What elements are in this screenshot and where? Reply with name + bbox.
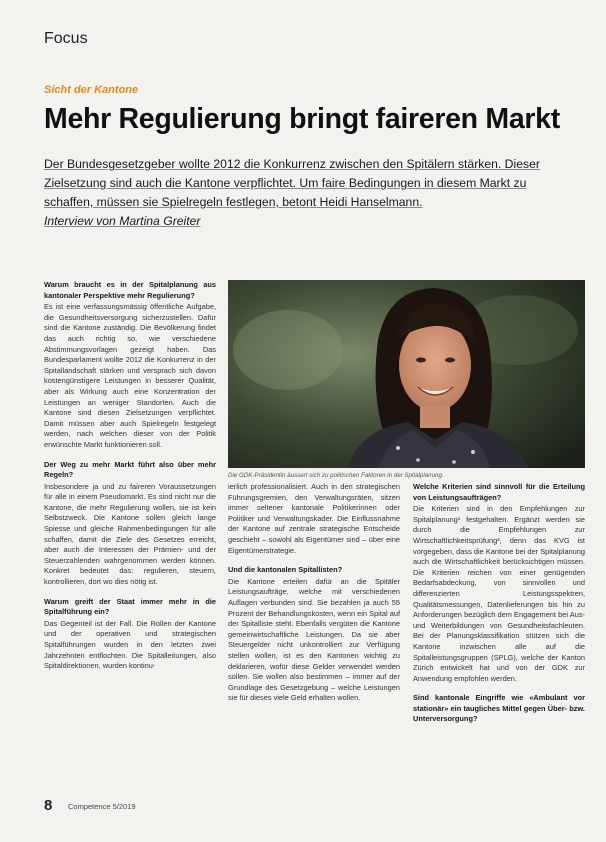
magazine-issue: Competence 5/2019 xyxy=(68,802,136,811)
answer-3-continued: ierlich professionalisiert. Auch in den strategischen Führungsgremien, den Verwaltungsräten, sitzen immer seltener kantonale Politikerinnen oder Politiker und Verwaltungskader. Die Einflussnahme der Kantone auf zentrale strategische Entscheide geschieht – sowohl als Eigentümer sind – über eine Eigentümerstrategie. xyxy=(228,482,400,555)
photo-caption: Die GDK-Präsidentin äussert sich zu politischen Faktoren in der Spitalplanung. xyxy=(228,472,444,479)
answer-5: Die Kriterien sind in den Empfehlungen zur Spitalplanung¹ festgehalten. Ergänzt werden sie durch die Empfehlungen zur Wirtschaftlichkeitsprüfung², denn das KVG ist vorgegeben, dass die Kantone bei der Spitalplanung auch die Wirtschaftlichkeit berücksichtigen müssen. Die Kriterien reichen von einer genügenden Bedarfsabdeckung, von sinnvollen und differenzierten Leistungsspektren, Qualitätsmessungen, Datenlieferungen bis hin zu Anforderungen bezüglich dem Engagement bei Aus- und Weiterbildungen von Gesundheitsfachleuten. Bei der Planungsklassifikation stützen sich die Kantone inzwischen alle auf die Spitalleistungsgruppen (SPLG), welche der Kanton Zürich entwickelt hat und von der GDK zur Anwendung empfohlen werden. xyxy=(413,504,585,683)
answer-4: Die Kantone erteilen dafür an die Spitäler Leistungsaufträge, welche mit verschiedenen Auflagen verbunden sind. Sie bezahlen ja auch 55 Prozent der Behandlungskosten, wenn ein Spital auf der Spitalliste steht. Ebenfalls vergüten die Kantone gemeinwirtschaftliche Leistungen. Da sie aber Steuergelder nicht unkontrolliert zur Verfügung stellen wollen, ist es den Kantonen wichtig zu deklarieren, wofür diese Gelder verwendet werden sollen. Sie wollen also bestimmen – immer auf der Grundlage des Gesetzgebung – welche Leistungen sie für dieses viele Geld erhalten wollen. xyxy=(228,576,400,703)
question-5: Welche Kriterien sind sinnvoll für die Erteilung von Leistungsaufträgen? xyxy=(413,482,585,502)
question-4: Und die kantonalen Spitallisten? xyxy=(228,565,343,575)
column-3 xyxy=(413,482,585,726)
question-6: Sind kantonale Eingriffe wie «Ambulant vor stationär» ein taugliches Mittel gegen Über- bzw. Unterversorgung? xyxy=(413,693,585,724)
headline: Mehr Regulierung bringt faireren Markt xyxy=(44,103,560,135)
kicker: Sicht der Kantone xyxy=(44,84,139,96)
page-number: 8 xyxy=(44,797,53,814)
portrait-illustration xyxy=(228,280,585,468)
byline: Interview von Martina Greiter xyxy=(44,214,201,228)
question-2: Der Weg zu mehr Markt führt also über mehr Regeln? xyxy=(44,459,216,480)
answer-3: Das Gegenteil ist der Fall. Die Rollen der Kantone und der operativen und strategischen Spitalführungen wurden in den letzten zwei Jahrzehnten entflochten. Die Spitalleitungen, also Spitaldirektionen, wurden kontinu- xyxy=(44,618,216,671)
answer-2: Insbesondere ja und zu faireren Voraussetzungen für alle in einem Pseudomarkt. Es sind nicht nur die Kantone, die mehr Regulierung wollen, sie ist kein Selbstzweck. Die Kantone sollen gleich lange Spiesse und gleiche Rahmenbedingungen für alle schaffen, damit die Ziele des Gesetzes erreicht, aber auch die Interessen der Prämien- und der Steuerzahlenden wahrgenommen werden können. Konkret bedeutet das: regulieren, steuern, kontrollieren, dort wo dies nötig ist. xyxy=(44,481,216,587)
question-1: Warum braucht es in der Spitalplanung aus kantonaler Perspektive mehr Regulierung? xyxy=(44,280,216,300)
question-3: Warum greift der Staat immer mehr in die Spitalführung ein? xyxy=(44,596,216,617)
lead-paragraph xyxy=(44,155,574,231)
answer-1: Es ist eine verfassungsmässig öffentliche Aufgabe, die Gesundheitsversorgung sicherzustellen. Dafür sind die Kantone zuständig. Die Bevölkerung findet das auch richtig so, wie verschiedene Abstimmungsvorlagen gezeigt haben. Das Bundesparlament wollte 2012 die Konkurrenz in der Spitallandschaft stärken und versprach sich davon kostengünstigere Leistungen in besserer Qualität, aber als Wirkung auch eine Konzentration der Leistungen an weniger Standorten. Auch die Kantone sind diesen Zielsetzungen verpflichtet. Damit müssen aber auch Spielregeln festgelegt werden, nach welchen dieser von der Politik erwünschte Markt funktionieren soll. xyxy=(44,302,216,449)
section-label: Focus xyxy=(44,30,88,47)
lead-text: Der Bundesgesetzgeber wollte 2012 die Konkurrenz zwischen den Spitälern stärken. Dieser Zielsetzung sind auch die Kantone verpflichtet. Um faire Bedingungen in diesem Markt zu schaffen, müssen sie Spielregeln festlegen, betont Heidi Hanselmann. xyxy=(44,157,540,209)
column-1 xyxy=(44,280,216,681)
portrait-photo xyxy=(228,280,585,468)
column-2 xyxy=(228,482,400,713)
